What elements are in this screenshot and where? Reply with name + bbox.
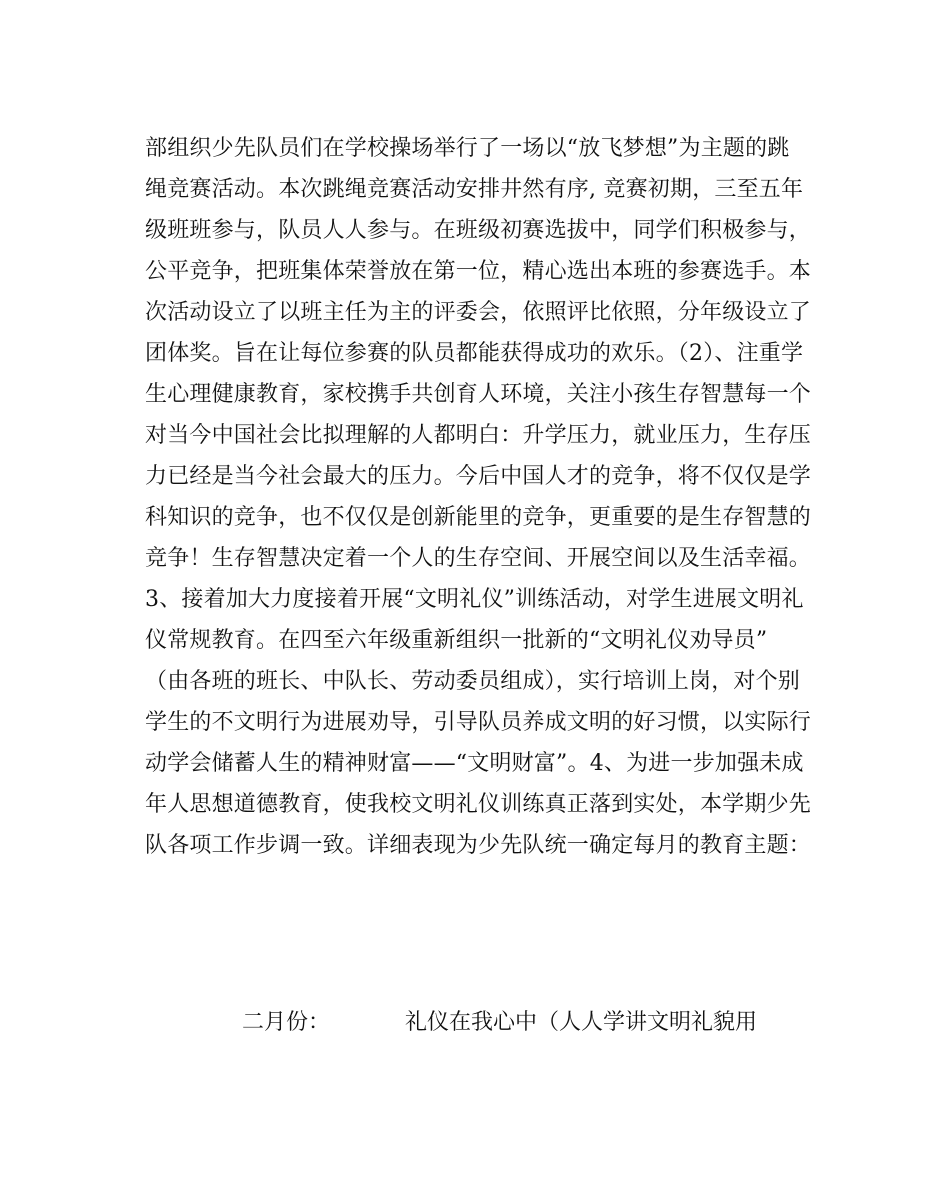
text-line: 绳竞赛活动。本次跳绳竞赛活动安排井然有序, 竞赛初期，三至五年 <box>145 177 804 202</box>
text-line: （由各班的班长、中队长、劳动委员组成），实行培训上岗，对个别 <box>145 669 801 694</box>
text-line: 部组织少先队员们在学校操场举行了一场以“放飞梦想”为主题的跳 <box>145 136 790 161</box>
text-line: 生心理健康教育，家校携手共创育人环境，关注小孩生存智慧每一个 <box>145 382 812 407</box>
text-line: 级班班参与，队员人人参与。在班级初赛选拔中，同学们积极参与， <box>145 218 812 243</box>
text-line: 年人思想道德教育，使我校文明礼仪训练真正落到实处，本学期少先 <box>145 792 812 817</box>
text-line: 团体奖。旨在让每位参赛的队员都能获得成功的欢乐。（2）、注重学 <box>145 341 804 366</box>
body-text <box>145 128 810 866</box>
text-line: 公平竞争，把班集体荣誉放在第一位，精心选出本班的参赛选手。本 <box>145 259 812 284</box>
text-line: 力已经是当今社会最大的压力。今后中国人才的竞争，将不仅仅是学 <box>145 464 812 489</box>
month-theme-row <box>0 1002 950 1043</box>
text-line: 对当今中国社会比拟理解的人都明白：升学压力，就业压力，生存压 <box>145 423 812 448</box>
text-line: 科知识的竞争，也不仅仅是创新能里的竞争，更重要的是生存智慧的 <box>145 505 812 530</box>
text-line: 动学会储蓄人生的精神财富——“文明财富”。4、为进一步加强未成 <box>145 751 804 776</box>
month-label: 二月份： <box>242 1010 331 1035</box>
text-line: 仪常规教育。在四至六年级重新组织一批新的“文明礼仪劝导员” <box>145 628 768 653</box>
text-line: 队各项工作步调一致。详细表现为少先队统一确定每月的教育主题： <box>145 833 812 858</box>
text-line: 次活动设立了以班主任为主的评委会，依照评比依照，分年级设立了 <box>145 300 812 325</box>
text-line: 学生的不文明行为进展劝导，引导队员养成文明的好习惯，以实际行 <box>145 710 812 735</box>
text-line: 3、接着加大力度接着开展“文明礼仪”训练活动，对学生进展文明礼 <box>145 587 804 612</box>
text-line: 竞争！生存智慧决定着一个人的生存空间、开展空间以及生活幸福。 <box>145 546 812 571</box>
month-theme-text: 礼仪在我心中（人人学讲文明礼貌用 <box>405 1010 758 1035</box>
